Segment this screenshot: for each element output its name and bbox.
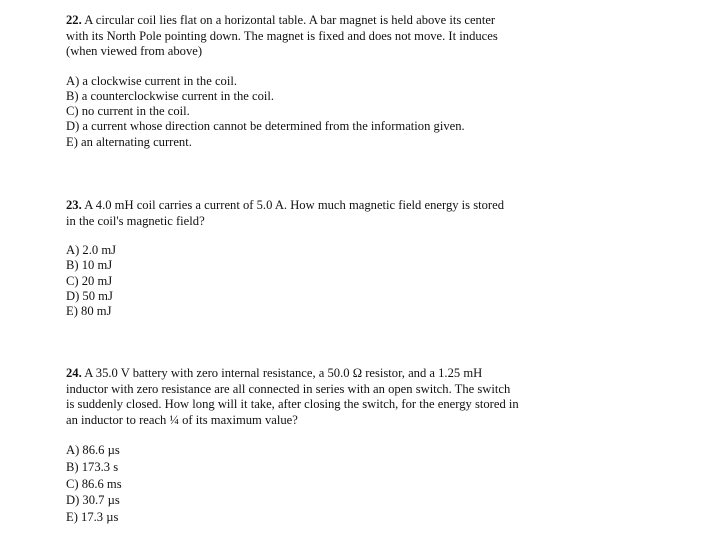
choice-c: C) 86.6 ms — [66, 476, 122, 491]
stem-line-2: inductor with zero resistance are all connected in series with an open switch. The switch — [66, 381, 511, 396]
question-stem — [66, 366, 566, 428]
question-24 — [66, 366, 566, 525]
question-number: 24. — [66, 366, 82, 380]
choice-a: A) a clockwise current in the coil. — [66, 73, 237, 88]
choice-d: D) 30.7 µs — [66, 493, 120, 508]
question-22 — [66, 13, 566, 150]
stem-line-2: in the coil's magnetic field? — [66, 213, 205, 228]
question-stem — [66, 13, 566, 60]
stem-line-1 — [66, 13, 566, 29]
stem-line-3: is suddenly closed. How long will it take, after closing the switch, for the energy stored in — [66, 397, 519, 412]
choice-d: D) a current whose direction cannot be determined from the information given. — [66, 119, 465, 134]
choice-b: B) a counterclockwise current in the coil. — [66, 88, 275, 103]
answer-choices — [66, 243, 566, 319]
choice-e: E) 17.3 µs — [66, 509, 119, 524]
stem-line-4: an inductor to reach ¼ of its maximum value? — [66, 412, 298, 427]
choice-e: E) 80 mJ — [66, 304, 112, 318]
choice-a: A) 2.0 mJ — [66, 243, 117, 258]
choice-c: C) 20 mJ — [66, 273, 113, 288]
question-number: 22. — [66, 13, 82, 27]
question-23 — [66, 198, 566, 319]
stem-text: A 4.0 mH coil carries a current of 5.0 A. How much magnetic field energy is stored — [84, 198, 505, 212]
answer-choices — [66, 442, 566, 525]
answer-choices — [66, 74, 566, 150]
choice-b: B) 173.3 s — [66, 459, 119, 474]
question-number: 23. — [66, 198, 82, 212]
stem-text: A circular coil lies flat on a horizontal table. A bar magnet is held above its center — [84, 13, 496, 27]
stem-line-2: with its North Pole pointing down. The magnet is fixed and does not move. It induces — [66, 28, 498, 43]
stem-line-1 — [66, 198, 566, 214]
stem-line-1 — [66, 366, 566, 382]
choice-b: B) 10 mJ — [66, 258, 113, 273]
choice-e: E) an alternating current. — [66, 134, 192, 149]
choice-c: C) no current in the coil. — [66, 104, 190, 119]
stem-line-3: (when viewed from above) — [66, 44, 203, 59]
choice-d: D) 50 mJ — [66, 288, 113, 303]
choice-a: A) 86.6 µs — [66, 443, 120, 458]
question-stem — [66, 198, 566, 229]
stem-text: A 35.0 V battery with zero internal resistance, a 50.0 Ω resistor, and a 1.25 mH — [84, 366, 483, 380]
